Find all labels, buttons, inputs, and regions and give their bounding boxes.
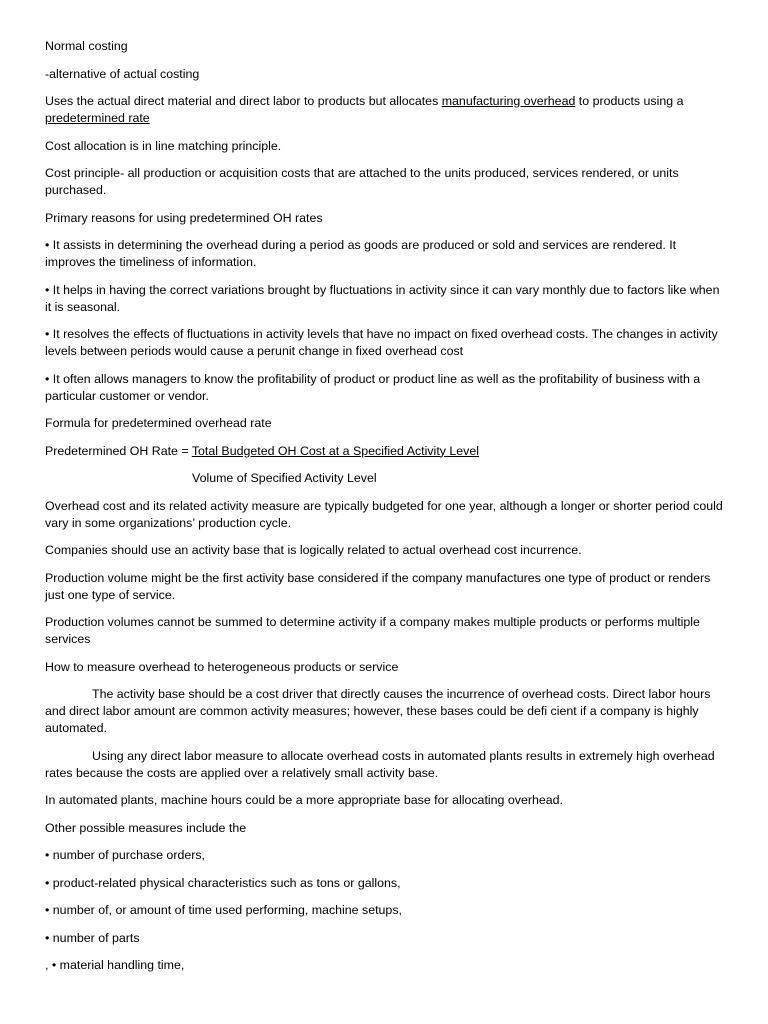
paragraph-direct-labor-measure: Using any direct labor measure to allocate overhead costs in automated plants results in extremely high overhead rates because the costs are applied over a relatively small activity base.	[45, 748, 715, 780]
bullet-reason-3: • It resolves the effects of fluctuations in activity levels that have no impact on fixed overhead costs. The changes in activity levels between periods would cause a perunit change in fixed overhead cost	[45, 327, 718, 358]
formula-denominator: Volume of Specified Activity Level	[192, 471, 377, 485]
formula-numerator-line	[45, 443, 725, 460]
bullet-measure-1: • number of purchase orders,	[45, 848, 205, 862]
paragraph-other-measures: Other possible measures include the	[45, 820, 247, 835]
predetermined-rate-term: predetermined rate	[45, 111, 150, 125]
paragraph-cost-principle: Cost principle- all production or acquisition costs that are attached to the units produced, services rendered, or units purchased.	[45, 166, 679, 197]
paragraph-cost-allocation: Cost allocation is in line matching principle.	[45, 138, 282, 153]
paragraph-primary-reasons: Primary reasons for using predetermined OH rates	[45, 210, 323, 225]
paragraph-formula-heading: Formula for predetermined overhead rate	[45, 416, 272, 430]
definition-text-c: to products using a	[575, 94, 684, 108]
heading-normal-costing: Normal costing	[45, 39, 128, 53]
bullet-reason-4: • It often allows managers to know the profitability of product or product line as well as the profitability of business with a particular customer or vendor.	[45, 371, 701, 403]
paragraph-budgeted: Overhead cost and its related activity measure are typically budgeted for one year, although a longer or shorter period could vary in some organizations’ production cycle.	[45, 498, 723, 530]
formula-numerator: Total Budgeted OH Cost at a Specified Activity Level	[191, 443, 480, 458]
paragraph-machine-hours: In automated plants, machine hours could be a more appropriate base for allocating overhead.	[45, 793, 563, 807]
paragraph-production-volumes-summed: Production volumes cannot be summed to determine activity if a company makes multiple products or performs multiple services	[45, 615, 700, 646]
bullet-reason-2: • It helps in having the correct variations brought by fluctuations in activity since it can vary monthly due to factors like when it is seasonal.	[45, 282, 720, 314]
paragraph-alternative: -alternative of actual costing	[45, 66, 200, 81]
paragraph-heterogeneous: How to measure overhead to heterogeneous products or service	[45, 659, 399, 674]
bullet-measure-3: • number of, or amount of time used performing, machine setups,	[45, 903, 402, 917]
paragraph-activity-base: Companies should use an activity base that is logically related to actual overhead cost incurrence.	[45, 543, 582, 557]
manufacturing-overhead-term: manufacturing overhead	[441, 94, 576, 108]
bullet-reason-1: • It assists in determining the overhead during a period as goods are produced or sold and services are rendered. It improves the timeliness of information.	[45, 238, 677, 269]
formula-lhs: Predetermined OH Rate =	[45, 443, 192, 458]
bullet-measure-5: , • material handling time,	[45, 958, 185, 972]
paragraph-production-volume: Production volume might be the first activity base considered if the company manufactures one type of product or renders just one type of service.	[45, 570, 711, 602]
bullet-measure-4: • number of parts	[45, 930, 140, 945]
definition-text-a: Uses the actual direct material and direct labor to products but allocates	[45, 94, 442, 108]
paragraph-definition	[45, 93, 725, 127]
document-page	[45, 38, 725, 985]
paragraph-cost-driver: The activity base should be a cost driver that directly causes the incurrence of overhead costs. Direct labor hours and direct labor amount are common activity measures; however, these bases could be defi cient if a company is highly automated.	[45, 687, 711, 735]
bullet-measure-2: • product-related physical characteristics such as tons or gallons,	[45, 875, 401, 890]
